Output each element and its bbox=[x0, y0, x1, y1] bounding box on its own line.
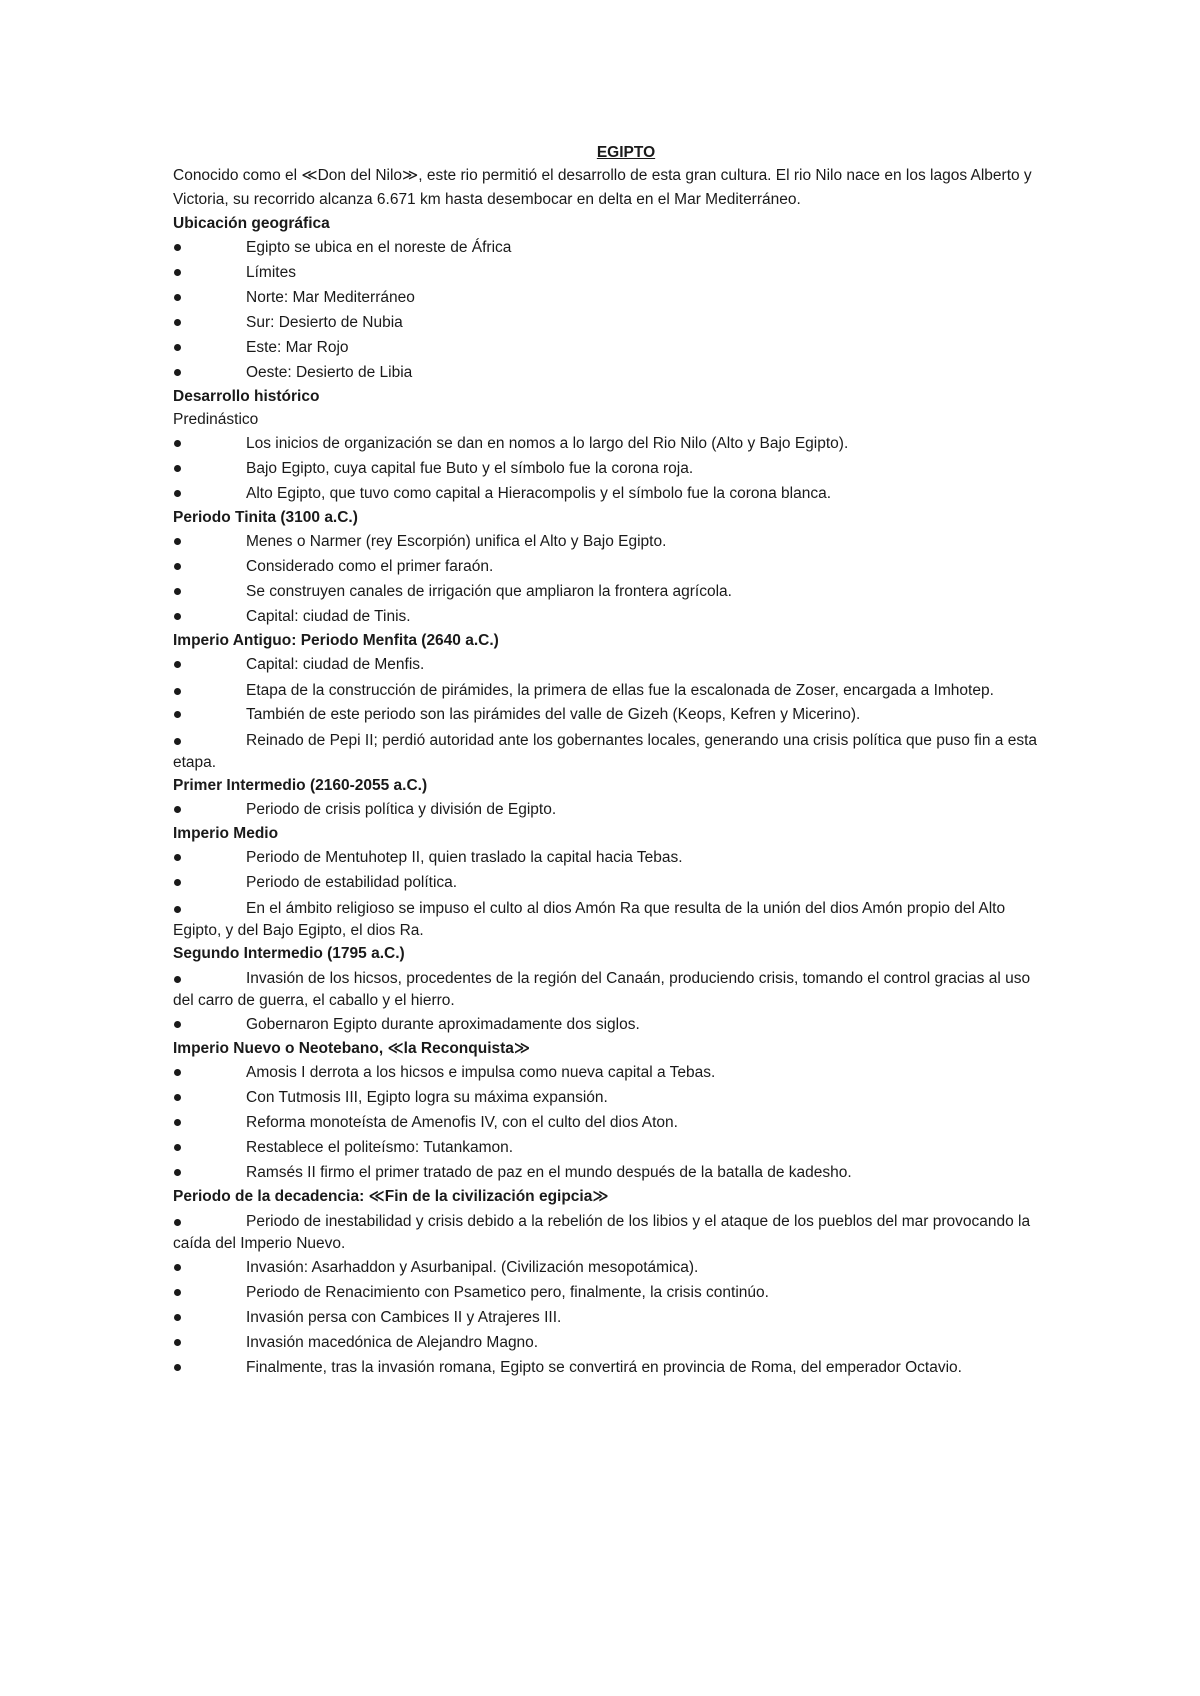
bullet-item bbox=[173, 1305, 1043, 1330]
bullet-text: Gobernaron Egipto durante aproximadamente dos siglos. bbox=[246, 1016, 640, 1033]
bullet-dot-icon bbox=[174, 369, 181, 376]
section-heading: Imperio Medio bbox=[173, 825, 279, 842]
bullet-dot-icon bbox=[174, 563, 181, 570]
bullet-item bbox=[173, 845, 1043, 870]
bullet-text: Este: Mar Rojo bbox=[246, 339, 349, 356]
bullet-item bbox=[173, 554, 1043, 579]
bullet-dot-icon bbox=[174, 738, 181, 745]
sections-container bbox=[173, 212, 1043, 1380]
bullet-dot-icon bbox=[174, 1144, 181, 1151]
bullet-item bbox=[173, 895, 1043, 942]
section-heading: Segundo Intermedio (1795 a.C.) bbox=[173, 945, 405, 962]
section-heading: Periodo de la decadencia: ≪Fin de la civilización egipcia≫ bbox=[173, 1188, 609, 1205]
bullet-dot-icon bbox=[174, 465, 181, 472]
bullet-text: Los inicios de organización se dan en nomos a lo largo del Rio Nilo (Alto y Bajo Egipto). bbox=[246, 435, 849, 452]
bullet-dot-icon bbox=[174, 613, 181, 620]
bullet-item bbox=[173, 965, 1043, 1012]
bullet-text: Periodo de inestabilidad y crisis debido a la rebelión de los libios y el ataque de los pueblos del mar provocando la caída del Imperio Nuevo. bbox=[173, 1213, 1031, 1252]
bullet-dot-icon bbox=[174, 1021, 181, 1028]
bullet-item bbox=[173, 1255, 1043, 1280]
bullet-dot-icon bbox=[174, 1219, 181, 1226]
bullet-dot-icon bbox=[174, 319, 181, 326]
bullet-item bbox=[173, 1110, 1043, 1135]
bullet-text: Egipto se ubica en el noreste de África bbox=[246, 239, 512, 256]
bullet-item bbox=[173, 677, 1043, 702]
bullet-item bbox=[173, 285, 1043, 310]
bullet-dot-icon bbox=[174, 269, 181, 276]
document-title: EGIPTO bbox=[596, 144, 656, 161]
bullet-item bbox=[173, 604, 1043, 629]
section-heading: Desarrollo histórico bbox=[173, 388, 320, 405]
bullet-dot-icon bbox=[174, 906, 181, 913]
section-heading: Imperio Antiguo: Periodo Menfita (2640 a.C.) bbox=[173, 632, 499, 649]
bullet-dot-icon bbox=[174, 344, 181, 351]
bullet-item bbox=[173, 481, 1043, 506]
bullet-dot-icon bbox=[174, 538, 181, 545]
bullet-item bbox=[173, 1160, 1043, 1185]
bullet-item bbox=[173, 870, 1043, 895]
bullet-item bbox=[173, 235, 1043, 260]
bullet-dot-icon bbox=[174, 1339, 181, 1346]
section-heading: Imperio Nuevo o Neotebano, ≪la Reconquista≫ bbox=[173, 1040, 531, 1057]
bullet-text: Oeste: Desierto de Libia bbox=[246, 364, 413, 381]
bullet-text: Invasión de los hicsos, procedentes de la región del Canaán, produciendo crisis, tomando el control gracias al uso del carro de guerra, el caballo y el hierro. bbox=[173, 970, 1031, 1009]
document-body bbox=[173, 142, 1043, 1380]
bullet-text: Etapa de la construcción de pirámides, la primera de ellas fue la escalonada de Zoser, encargada a Imhotep. bbox=[246, 682, 994, 699]
bullet-dot-icon bbox=[174, 1264, 181, 1271]
bullet-dot-icon bbox=[174, 490, 181, 497]
bullet-item bbox=[173, 360, 1043, 385]
bullet-text: Reinado de Pepi II; perdió autoridad ante los gobernantes locales, generando una crisis política que puso fin a esta etapa. bbox=[173, 732, 1038, 771]
bullet-dot-icon bbox=[174, 588, 181, 595]
bullet-item bbox=[173, 1085, 1043, 1110]
bullet-item bbox=[173, 1012, 1043, 1037]
bullet-text: Alto Egipto, que tuvo como capital a Hieracompolis y el símbolo fue la corona blanca. bbox=[246, 485, 832, 502]
bullet-dot-icon bbox=[174, 1094, 181, 1101]
bullet-item bbox=[173, 260, 1043, 285]
bullet-text: Considerado como el primer faraón. bbox=[246, 558, 494, 575]
bullet-item bbox=[173, 702, 1043, 727]
bullet-text: Periodo de crisis política y división de Egipto. bbox=[246, 801, 557, 818]
bullet-text: Restablece el politeísmo: Tutankamon. bbox=[246, 1139, 514, 1156]
bullet-text: Capital: ciudad de Tinis. bbox=[246, 608, 411, 625]
bullet-text: Invasión: Asarhaddon y Asurbanipal. (Civilización mesopotámica). bbox=[246, 1259, 699, 1276]
bullet-text: Se construyen canales de irrigación que ampliaron la frontera agrícola. bbox=[246, 583, 732, 600]
bullet-dot-icon bbox=[174, 661, 181, 668]
bullet-item bbox=[173, 1135, 1043, 1160]
bullet-text: Con Tutmosis III, Egipto logra su máxima expansión. bbox=[246, 1089, 608, 1106]
bullet-text: Reforma monoteísta de Amenofis IV, con el culto del dios Aton. bbox=[246, 1114, 678, 1131]
bullet-text: En el ámbito religioso se impuso el culto al dios Amón Ra que resulta de la unión del dios Amón propio del Alto Egipto, y del Bajo Egipto, el dios Ra. bbox=[173, 900, 1006, 939]
section-heading: Periodo Tinita (3100 a.C.) bbox=[173, 509, 358, 526]
bullet-text: Periodo de estabilidad política. bbox=[246, 874, 458, 891]
bullet-item bbox=[173, 529, 1043, 554]
bullet-item bbox=[173, 1208, 1043, 1255]
bullet-dot-icon bbox=[174, 1169, 181, 1176]
bullet-dot-icon bbox=[174, 1364, 181, 1371]
bullet-dot-icon bbox=[174, 1119, 181, 1126]
bullet-text: Límites bbox=[246, 264, 296, 281]
bullet-item bbox=[173, 797, 1043, 822]
bullet-dot-icon bbox=[174, 1069, 181, 1076]
bullet-item bbox=[173, 1330, 1043, 1355]
bullet-text: Periodo de Mentuhotep II, quien traslado la capital hacia Tebas. bbox=[246, 849, 683, 866]
intro-paragraph: Conocido como el ≪Don del Nilo≫, este rio permitió el desarrollo de esta gran cultura. El rio Nilo nace en los lagos Alberto y Victoria, su recorrido alcanza 6.671 km hasta desembocar en delta en el Mar Mediterráneo. bbox=[173, 167, 1032, 208]
bullet-dot-icon bbox=[174, 976, 181, 983]
bullet-text: Bajo Egipto, cuya capital fue Buto y el símbolo fue la corona roja. bbox=[246, 460, 694, 477]
bullet-item bbox=[173, 335, 1043, 360]
bullet-item bbox=[173, 652, 1043, 677]
bullet-text: También de este periodo son las pirámides del valle de Gizeh (Keops, Kefren y Micerino). bbox=[246, 706, 861, 723]
bullet-item bbox=[173, 431, 1043, 456]
bullet-item bbox=[173, 310, 1043, 335]
bullet-item bbox=[173, 727, 1043, 774]
bullet-dot-icon bbox=[174, 711, 181, 718]
section-heading: Primer Intermedio (2160-2055 a.C.) bbox=[173, 777, 428, 794]
bullet-text: Periodo de Renacimiento con Psametico pero, finalmente, la crisis continúo. bbox=[246, 1284, 769, 1301]
bullet-text: Invasión persa con Cambices II y Atrajeres III. bbox=[246, 1309, 562, 1326]
bullet-text: Capital: ciudad de Menfis. bbox=[246, 656, 425, 673]
bullet-text: Sur: Desierto de Nubia bbox=[246, 314, 403, 331]
bullet-dot-icon bbox=[174, 806, 181, 813]
bullet-dot-icon bbox=[174, 688, 181, 695]
bullet-text: Invasión macedónica de Alejandro Magno. bbox=[246, 1334, 539, 1351]
bullet-dot-icon bbox=[174, 1314, 181, 1321]
bullet-dot-icon bbox=[174, 854, 181, 861]
bullet-text: Menes o Narmer (rey Escorpión) unifica el Alto y Bajo Egipto. bbox=[246, 533, 667, 550]
bullet-text: Norte: Mar Mediterráneo bbox=[246, 289, 415, 306]
bullet-dot-icon bbox=[174, 294, 181, 301]
bullet-item bbox=[173, 1280, 1043, 1305]
bullet-text: Amosis I derrota a los hicsos e impulsa como nueva capital a Tebas. bbox=[246, 1064, 716, 1081]
bullet-dot-icon bbox=[174, 879, 181, 886]
bullet-text: Finalmente, tras la invasión romana, Egipto se convertirá en provincia de Roma, del emperador Octavio. bbox=[246, 1359, 962, 1376]
bullet-item bbox=[173, 1060, 1043, 1085]
bullet-dot-icon bbox=[174, 440, 181, 447]
bullet-dot-icon bbox=[174, 1289, 181, 1296]
bullet-dot-icon bbox=[174, 244, 181, 251]
section-subheading: Predinástico bbox=[173, 411, 259, 428]
section-heading: Ubicación geográfica bbox=[173, 215, 330, 232]
bullet-item bbox=[173, 456, 1043, 481]
bullet-item bbox=[173, 579, 1043, 604]
bullet-text: Ramsés II firmo el primer tratado de paz en el mundo después de la batalla de kadesho. bbox=[246, 1164, 852, 1181]
bullet-item bbox=[173, 1355, 1043, 1380]
